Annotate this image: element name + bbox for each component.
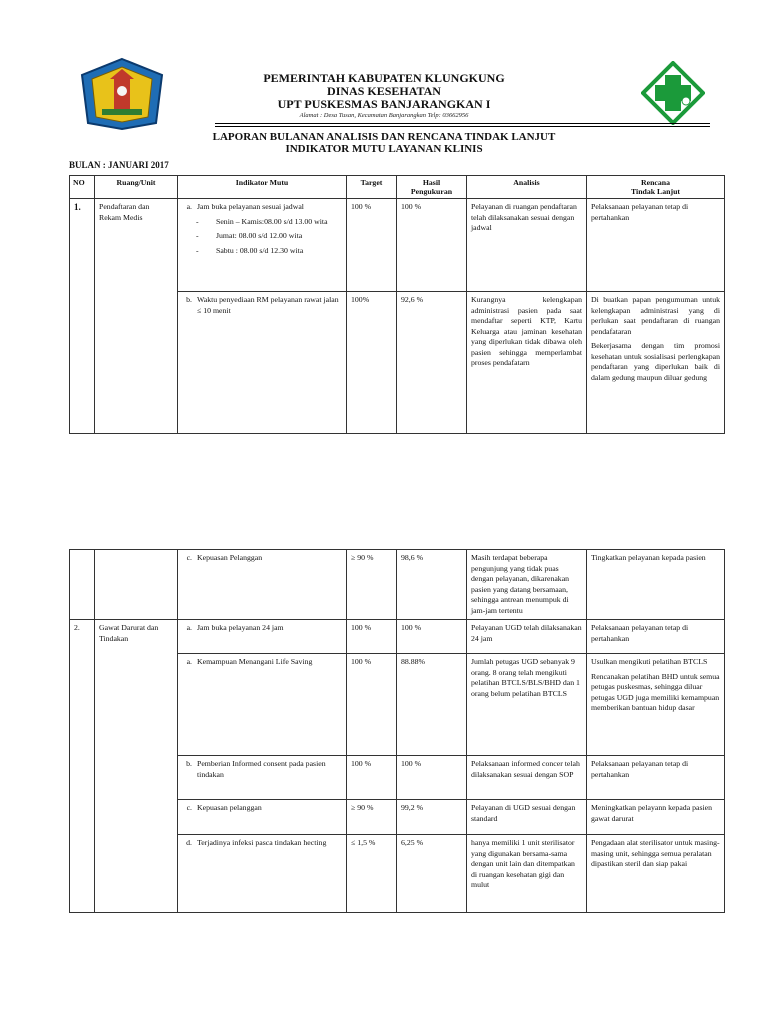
office-name: UPT PUSKESMAS BANJARANGKAN I — [277, 97, 491, 111]
col-hasil: Hasil Pengukuran — [397, 176, 467, 199]
row-no: 2. — [70, 620, 95, 913]
analisis-cell: Pelayanan di ruangan pendaftaran telah dilaksanakan sesuai dengan jadwal — [467, 199, 587, 292]
header-divider — [215, 123, 710, 124]
report-title — [0, 131, 768, 155]
analisis-cell: Pelayanan di UGD sesuai dengan standard — [467, 800, 587, 835]
target-cell: ≥ 90 % — [347, 550, 397, 620]
indicator-cell: a. Kemampuan Menangani Life Saving — [178, 654, 347, 756]
row-no — [70, 550, 95, 620]
quality-indicator-table-part1 — [69, 175, 725, 434]
rencana-cell: Tingkatkan pelayanan kepada pasien — [587, 550, 725, 620]
hasil-cell: 92,6 % — [397, 292, 467, 434]
col-analisis: Analisis — [467, 176, 587, 199]
indicator-cell: c. Kepuasan Pelanggan — [178, 550, 347, 620]
rencana-cell: Di buatkan papan pengumuman untuk kelengkapan administrasi yang di perlukan saat pendaftaran di ruangan pendafataran Bekerjasama dengan tim promosi kesehatan untuk sosialisasi perlengkapan pendaftaran yang diperlukan baik di dalam gedung maupun diluar gedung — [587, 292, 725, 434]
row-unit: Pendaftaran dan Rekam Medis — [95, 199, 178, 434]
analisis-cell: Masih terdapat beberapa pengunjung yang tidak puas dengan pelayanan, dikarenakan pasien yang datang bersamaan, sehingga antrean menumpuk di jam-jam tertentu — [467, 550, 587, 620]
table-row — [70, 620, 725, 654]
analisis-cell: Kurangnya kelengkapan administrasi pasien pada saat mendaftar seperti KTP, Kartu Keluarga atau jaminan kesehatan yang diperlukan tidak dibawa oleh pasien sehingga memperlambat proses pendafatarn — [467, 292, 587, 434]
col-unit: Ruang/Unit — [95, 176, 178, 199]
indicator-cell: a. Jam buka pelayanan 24 jam — [178, 620, 347, 654]
analisis-cell: Jumlah petugas UGD sebanyak 9 orang. 8 orang telah mengikuti pelatihan BTCLS/BLS/BHD dan 1 orang belum pelatihan BTCLS — [467, 654, 587, 756]
indicator-cell: c. Kepuasan pelanggan — [178, 800, 347, 835]
col-indikator: Indikator Mutu — [178, 176, 347, 199]
col-target: Target — [347, 176, 397, 199]
rencana-cell: Pelaksanaan pelayanan tetap di pertahankan — [587, 620, 725, 654]
rencana-cell: Meningkatkan pelayann kepada pasien gawat darurat — [587, 800, 725, 835]
target-cell: 100% — [347, 292, 397, 434]
target-cell: 100 % — [347, 199, 397, 292]
hasil-cell: 100 % — [397, 620, 467, 654]
rencana-cell: Usulkan mengikuti pelatihan BTCLS Rencanakan pelatihan BHD untuk semua petugas puskesmas, sehingga diluar petugas UGD juga memiliki kemampuan memberikan bantuan hidup dasar — [587, 654, 725, 756]
indicator-cell: b. Pemberian Informed consent pada pasien tindakan — [178, 756, 347, 800]
hasil-cell: 100 % — [397, 199, 467, 292]
col-no: NO — [70, 176, 95, 199]
row-unit: Gawat Darurat dan Tindakan — [95, 620, 178, 913]
target-cell: 100 % — [347, 654, 397, 756]
hasil-cell: 88.88% — [397, 654, 467, 756]
table-header-row — [70, 176, 725, 199]
target-cell: ≥ 90 % — [347, 800, 397, 835]
col-rencana: Rencana Tindak Lanjut — [587, 176, 725, 199]
analisis-cell: Pelaksanaan informed concer telah dilaksanakan sesuai dengan SOP — [467, 756, 587, 800]
rencana-cell: Pelaksanaan pelayanan tetap di pertahankan — [587, 756, 725, 800]
hasil-cell: 98,6 % — [397, 550, 467, 620]
indicator-cell: a. Jam buka pelayanan sesuai jadwal - Senin – Kamis:08.00 s/d 13.00 wita - Jumat: 08.00 s/d 12.00 wita - Sabtu : 08.00 s/d 12.30 wita — [178, 199, 347, 292]
department-name: DINAS KESEHATAN — [327, 84, 441, 98]
hasil-cell: 99,2 % — [397, 800, 467, 835]
row-no: 1. — [70, 199, 95, 434]
table-row — [70, 199, 725, 292]
indicator-cell: d. Terjadinya infeksi pasca tindakan hecting — [178, 835, 347, 913]
rencana-cell: Pengadaan alat sterilisator untuk masing-masing unit, sehingga semua peralatan dipastikan steril dan siap pakai — [587, 835, 725, 913]
row-unit — [95, 550, 178, 620]
report-month: BULAN : JANUARI 2017 — [69, 160, 169, 170]
analisis-cell: hanya memiliki 1 unit sterilisator yang digunakan bersama-sama dengan unit lain dan ditempatkan di ruangan kesehatan gigi dan mulut — [467, 835, 587, 913]
hasil-cell: 100 % — [397, 756, 467, 800]
quality-indicator-table-part2 — [69, 549, 725, 913]
office-address: Alamat : Desa Tusan, Kecamatan Banjarangkan Telp: 03662956 — [299, 112, 469, 119]
indicator-cell: b. Waktu penyediaan RM pelayanan rawat jalan ≤ 10 menit — [178, 292, 347, 434]
rencana-cell: Pelaksanaan pelayanan tetap di pertahankan — [587, 199, 725, 292]
letterhead — [0, 72, 768, 120]
table-row — [70, 550, 725, 620]
analisis-cell: Pelayanan UGD telah dilaksanakan 24 jam — [467, 620, 587, 654]
target-cell: 100 % — [347, 756, 397, 800]
report-title-line2: INDIKATOR MUTU LAYANAN KLINIS — [285, 143, 483, 155]
header-divider-thin — [215, 126, 710, 127]
hasil-cell: 6,25 % — [397, 835, 467, 913]
government-name: PEMERINTAH KABUPATEN KLUNGKUNG — [263, 71, 505, 85]
target-cell: ≤ 1,5 % — [347, 835, 397, 913]
target-cell: 100 % — [347, 620, 397, 654]
report-title-line1: LAPORAN BULANAN ANALISIS DAN RENCANA TINDAK LANJUT — [212, 131, 556, 143]
